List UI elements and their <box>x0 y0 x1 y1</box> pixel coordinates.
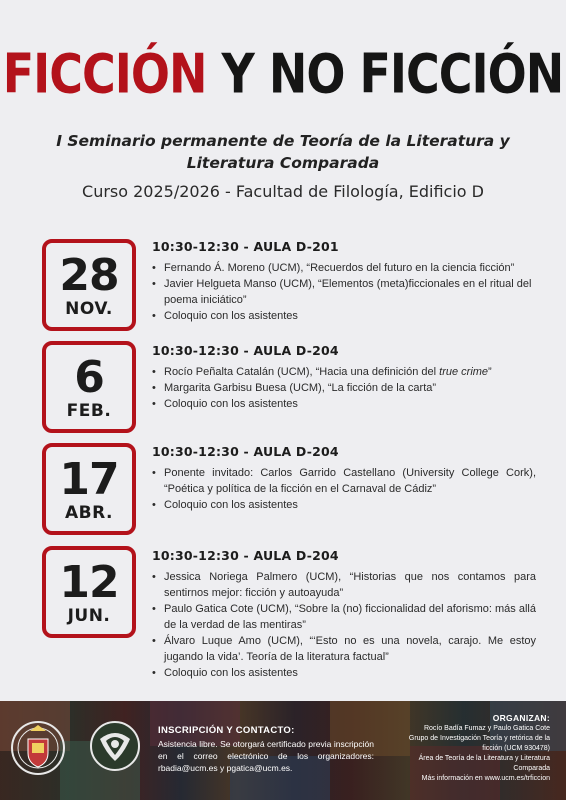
list-item: • Ponente invitado: Carlos Garrido Castellano (University College Cork), “Poética y política de la ficción en el Carnaval de Cádiz” <box>152 465 536 497</box>
organizers-block <box>370 713 550 784</box>
list-item: • Coloquio con los asistentes <box>152 497 536 513</box>
talk-italic-term: true crime <box>439 366 489 378</box>
ucm-crest-icon <box>10 717 66 779</box>
seminar-subtitle <box>20 130 546 174</box>
talk-text: Rocío Peñalta Catalán (UCM), “Hacia una definición del <box>164 366 440 378</box>
list-item <box>152 364 536 380</box>
session-details <box>152 444 536 513</box>
title-black-part: Y NO FICCIÓN <box>221 41 564 106</box>
session-details <box>152 548 536 681</box>
contact-text: Asistencia libre. Se otorgará certificado previa inscripción en el correo electrónico de los organizadores: rbadia@ucm.es y pgatica@ucm.es. <box>158 739 374 773</box>
organizer-line: Grupo de Investigación Teoría y retórica de la <box>408 735 550 742</box>
title-red-part: FICCIÓN <box>2 41 207 106</box>
list-item: • Javier Helgueta Manso (UCM), “Elementos (meta)ficcionales en el ritual del poema iniciático” <box>152 276 536 308</box>
date-day: 17 <box>59 454 119 505</box>
date-badge <box>42 546 136 638</box>
list-item: • Margarita Garbisu Buesa (UCM), “La ficción de la carta” <box>152 380 536 396</box>
date-day: 28 <box>59 250 119 301</box>
date-badge <box>42 443 136 535</box>
list-item: • Paulo Gatica Cote (UCM), “Sobre la (no) ficcionalidad del aforismo: más allá de la verdad de las mentiras” <box>152 601 536 633</box>
date-month: ABR. <box>65 503 113 523</box>
list-item: • Coloquio con los asistentes <box>152 665 536 681</box>
session-time: 10:30-12:30 - AULA D-204 <box>152 444 339 459</box>
date-day: 6 <box>74 352 104 403</box>
date-day: 12 <box>59 557 119 608</box>
organizer-line: Área de Teoría de la Literatura y Literatura <box>418 755 550 762</box>
list-item: • Fernando Á. Moreno (UCM), “Recuerdos del futuro en la ciencia ficción” <box>152 260 536 276</box>
subtitle-line-1: I Seminario permanente de Teoría de la Literatura y <box>56 132 510 150</box>
organizer-line: Comparada <box>513 765 550 772</box>
date-month: FEB. <box>66 401 112 421</box>
list-item: • Álvaro Luque Amo (UCM), “‘Esto no es una novela, carajo. Me estoy jugando la vida’. Teoría de la literatura factual” <box>152 633 536 665</box>
organizer-line: Rocío Badía Fumaz y Paulo Gatica Cote <box>423 725 550 732</box>
organizers-heading: ORGANIZAN: <box>492 713 550 723</box>
contact-heading: INSCRIPCIÓN Y CONTACTO: <box>158 725 295 736</box>
course-info: Curso 2025/2026 - Facultad de Filología, Edificio D <box>82 182 484 201</box>
list-item: • Coloquio con los asistentes <box>152 396 536 412</box>
list-item: • Coloquio con los asistentes <box>152 308 536 324</box>
date-month: NOV. <box>65 299 113 319</box>
talk-list <box>152 260 536 324</box>
more-info-link[interactable]: Más información en www.ucm.es/trficcion <box>421 775 550 782</box>
talk-list <box>152 364 536 412</box>
date-badge <box>42 341 136 433</box>
footer-banner <box>0 701 566 800</box>
contact-block <box>158 725 374 774</box>
talk-list <box>152 465 536 513</box>
date-month: JUN. <box>67 606 111 626</box>
session-details <box>152 239 536 324</box>
talk-list <box>152 569 536 681</box>
page-title <box>0 38 566 109</box>
subtitle-line-2: Literatura Comparada <box>186 154 380 172</box>
session-details <box>152 343 536 412</box>
list-item: • Jessica Noriega Palmero (UCM), “Historias que nos contamos para sentirnos mejor: ficción y autoayuda” <box>152 569 536 601</box>
research-group-emblem-icon <box>88 719 142 773</box>
session-time: 10:30-12:30 - AULA D-204 <box>152 343 339 358</box>
talk-text-end: ” <box>488 366 492 378</box>
session-time: 10:30-12:30 - AULA D-204 <box>152 548 339 563</box>
organizer-line: ficción (UCM 930478) <box>482 745 550 752</box>
session-time: 10:30-12:30 - AULA D-201 <box>152 239 339 254</box>
date-badge <box>42 239 136 331</box>
